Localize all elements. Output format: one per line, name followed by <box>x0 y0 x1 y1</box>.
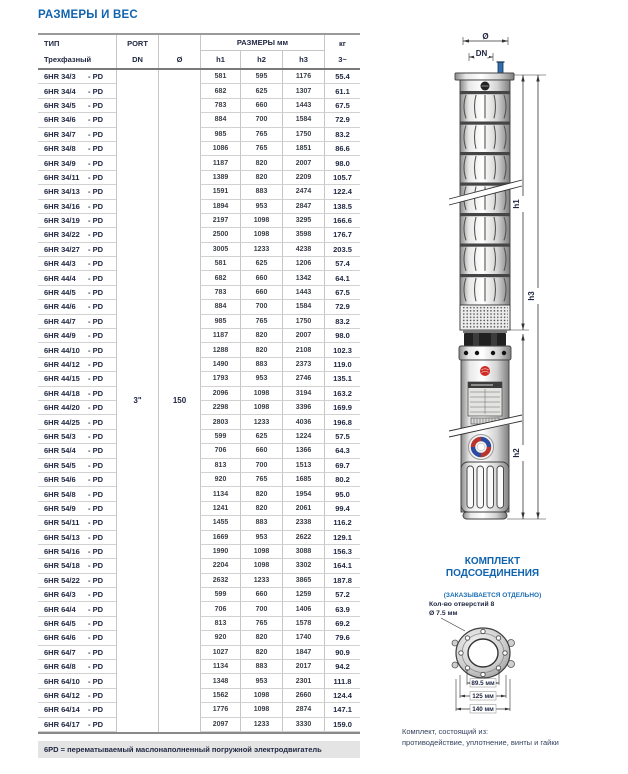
pump-drawing <box>415 28 575 526</box>
row-h2: 1233 <box>240 243 282 257</box>
table-body <box>38 70 360 734</box>
row-h3: 3302 <box>282 559 324 573</box>
row-kg: 67.5 <box>324 99 360 113</box>
row-type: 6HR 44/18 - PD <box>38 387 116 401</box>
row-h2: 820 <box>240 156 282 170</box>
row-type: 6HR 54/13 - PD <box>38 531 116 545</box>
row-h3: 1750 <box>282 128 324 142</box>
header-3phase-kg: 3~ <box>324 51 360 68</box>
row-h2: 820 <box>240 487 282 501</box>
row-h2: 765 <box>240 128 282 142</box>
row-h1: 1455 <box>200 516 240 530</box>
row-type: 6HR 64/17 - PD <box>38 718 116 732</box>
row-h1: 706 <box>200 444 240 458</box>
kit-title <box>415 556 570 580</box>
row-h3: 2474 <box>282 185 324 199</box>
row-h1: 1288 <box>200 343 240 357</box>
row-kg: 203.5 <box>324 243 360 257</box>
row-kg: 119.0 <box>324 358 360 372</box>
diameter-label: Ø <box>482 32 489 41</box>
row-h3: 2746 <box>282 372 324 386</box>
row-kg: 138.5 <box>324 200 360 214</box>
row-type: 6HR 54/9 - PD <box>38 502 116 516</box>
row-type: 6HR 54/22 - PD <box>38 574 116 588</box>
row-h2: 1233 <box>240 415 282 429</box>
row-h3: 1443 <box>282 286 324 300</box>
row-h2: 700 <box>240 113 282 127</box>
cable-guard <box>498 62 503 74</box>
h3-label: h3 <box>527 291 536 301</box>
row-h3: 2660 <box>282 689 324 703</box>
row-kg: 98.0 <box>324 329 360 343</box>
row-h1: 2632 <box>200 574 240 588</box>
row-type: 6HR 34/22 - PD <box>38 228 116 242</box>
port-dn-value: 3" <box>116 70 158 732</box>
row-h1: 2298 <box>200 401 240 415</box>
row-type: 6HR 34/5 - PD <box>38 99 116 113</box>
row-h2: 820 <box>240 329 282 343</box>
row-h1: 2097 <box>200 718 240 732</box>
row-type: 6HR 44/9 - PD <box>38 329 116 343</box>
kit-hole-diameter: Ø 7.5 мм <box>429 609 458 617</box>
row-h3: 1406 <box>282 602 324 616</box>
row-h1: 1562 <box>200 689 240 703</box>
row-h1: 1241 <box>200 502 240 516</box>
header-h2: h2 <box>240 51 282 68</box>
row-h1: 1187 <box>200 156 240 170</box>
row-kg: 61.1 <box>324 84 360 98</box>
row-h3: 2373 <box>282 358 324 372</box>
adapter-ring <box>463 330 507 333</box>
row-h3: 2847 <box>282 200 324 214</box>
row-h1: 1134 <box>200 487 240 501</box>
row-h2: 820 <box>240 171 282 185</box>
row-h3: 2061 <box>282 502 324 516</box>
header-diameter-spacer <box>158 35 200 51</box>
row-h1: 783 <box>200 286 240 300</box>
row-h3: 3088 <box>282 545 324 559</box>
header-dn: DN <box>116 51 158 68</box>
row-h3: 2007 <box>282 156 324 170</box>
row-h3: 3295 <box>282 214 324 228</box>
row-h2: 953 <box>240 674 282 688</box>
row-h2: 883 <box>240 358 282 372</box>
row-kg: 116.2 <box>324 516 360 530</box>
dim-outer-label: 140 мм <box>472 706 494 713</box>
row-h2: 1098 <box>240 545 282 559</box>
hole-leader-line <box>441 618 465 631</box>
row-kg: 63.9 <box>324 602 360 616</box>
row-h1: 1389 <box>200 171 240 185</box>
page-title: РАЗМЕРЫ И ВЕС <box>38 9 138 21</box>
row-type: 6HR 54/6 - PD <box>38 473 116 487</box>
row-type: 6HR 64/14 - PD <box>38 703 116 717</box>
row-h3: 1685 <box>282 473 324 487</box>
row-h1: 1086 <box>200 142 240 156</box>
row-kg: 79.6 <box>324 631 360 645</box>
row-h3: 3396 <box>282 401 324 415</box>
row-h2: 625 <box>240 430 282 444</box>
row-type: 6HR 34/27 - PD <box>38 243 116 257</box>
row-h3: 4036 <box>282 415 324 429</box>
row-kg: 90.9 <box>324 646 360 660</box>
row-kg: 124.4 <box>324 689 360 703</box>
row-type: 6HR 54/3 - PD <box>38 430 116 444</box>
motor-nameplate <box>468 382 502 416</box>
row-kg: 196.8 <box>324 415 360 429</box>
row-h1: 2803 <box>200 415 240 429</box>
row-h1: 581 <box>200 70 240 84</box>
row-h3: 2622 <box>282 531 324 545</box>
row-type: 6HR 44/20 - PD <box>38 401 116 415</box>
row-type: 6HR 54/18 - PD <box>38 559 116 573</box>
kit-title-line2: ПОДСОЕДИНЕНИЯ <box>445 568 540 579</box>
row-h1: 1669 <box>200 531 240 545</box>
row-h2: 820 <box>240 646 282 660</box>
row-h1: 3005 <box>200 243 240 257</box>
h2-label: h2 <box>512 448 521 458</box>
row-h2: 660 <box>240 286 282 300</box>
row-h1: 985 <box>200 128 240 142</box>
row-type: 6HR 64/10 - PD <box>38 674 116 688</box>
row-type: 6HR 44/12 - PD <box>38 358 116 372</box>
row-type: 6HR 34/11 - PD <box>38 171 116 185</box>
height-dimensions <box>507 75 546 519</box>
row-h2: 1098 <box>240 387 282 401</box>
row-h1: 1027 <box>200 646 240 660</box>
row-h1: 813 <box>200 617 240 631</box>
row-type: 6HR 54/5 - PD <box>38 459 116 473</box>
row-h3: 1259 <box>282 588 324 602</box>
flange-ring <box>452 628 515 678</box>
row-h3: 1584 <box>282 113 324 127</box>
row-h1: 985 <box>200 315 240 329</box>
row-h3: 1740 <box>282 631 324 645</box>
row-type: 6HR 34/4 - PD <box>38 84 116 98</box>
row-type: 6HR 64/4 - PD <box>38 602 116 616</box>
dim-middle-label: 125 мм <box>472 693 494 700</box>
row-kg: 64.3 <box>324 444 360 458</box>
row-h3: 1206 <box>282 257 324 271</box>
row-kg: 83.2 <box>324 315 360 329</box>
row-h2: 700 <box>240 459 282 473</box>
header-h3: h3 <box>282 51 324 68</box>
row-h2: 625 <box>240 257 282 271</box>
row-kg: 86.6 <box>324 142 360 156</box>
dimensions-table <box>38 33 360 734</box>
row-type: 6HR 44/3 - PD <box>38 257 116 271</box>
row-h1: 920 <box>200 473 240 487</box>
row-kg: 156.3 <box>324 545 360 559</box>
row-h3: 1307 <box>282 84 324 98</box>
row-h1: 682 <box>200 84 240 98</box>
row-type: 6HR 34/6 - PD <box>38 113 116 127</box>
row-h2: 765 <box>240 315 282 329</box>
row-kg: 57.2 <box>324 588 360 602</box>
row-h3: 1342 <box>282 271 324 285</box>
row-kg: 95.0 <box>324 487 360 501</box>
coupling <box>464 333 506 346</box>
row-h2: 595 <box>240 70 282 84</box>
row-h2: 820 <box>240 502 282 516</box>
row-kg: 64.1 <box>324 271 360 285</box>
header-diameter: Ø <box>158 51 200 68</box>
row-kg: 72.9 <box>324 113 360 127</box>
row-kg: 129.1 <box>324 531 360 545</box>
header-threephase: Трехфазный <box>44 55 92 64</box>
row-h1: 2204 <box>200 559 240 573</box>
dim-inner-label: 89.5 мм <box>471 680 495 687</box>
row-type: 6HR 44/5 - PD <box>38 286 116 300</box>
row-kg: 98.0 <box>324 156 360 170</box>
kit-note <box>402 726 559 748</box>
row-h3: 2301 <box>282 674 324 688</box>
row-h2: 660 <box>240 588 282 602</box>
row-h1: 2096 <box>200 387 240 401</box>
table-header <box>38 33 360 70</box>
discharge-flange <box>455 73 514 80</box>
row-h2: 820 <box>240 343 282 357</box>
row-h2: 883 <box>240 660 282 674</box>
row-kg: 164.1 <box>324 559 360 573</box>
row-kg: 176.7 <box>324 228 360 242</box>
row-h2: 660 <box>240 271 282 285</box>
row-h1: 813 <box>200 459 240 473</box>
row-type: 6HR 34/3 - PD <box>38 70 116 84</box>
row-h2: 1098 <box>240 228 282 242</box>
flange-drawing <box>425 617 560 719</box>
row-h1: 1591 <box>200 185 240 199</box>
row-h1: 1776 <box>200 703 240 717</box>
row-kg: 166.6 <box>324 214 360 228</box>
row-type: 6HR 54/16 - PD <box>38 545 116 559</box>
row-kg: 135.1 <box>324 372 360 386</box>
row-h1: 1990 <box>200 545 240 559</box>
row-kg: 80.2 <box>324 473 360 487</box>
row-type: 6HR 64/12 - PD <box>38 689 116 703</box>
row-h2: 953 <box>240 372 282 386</box>
row-h2: 1233 <box>240 718 282 732</box>
row-h3: 1366 <box>282 444 324 458</box>
kit-title-line1: КОМПЛЕКТ <box>464 556 521 567</box>
row-type: 6HR 34/13 - PD <box>38 185 116 199</box>
row-h3: 1224 <box>282 430 324 444</box>
row-h3: 3330 <box>282 718 324 732</box>
kit-holes-count: Кол-во отверстий 8 <box>429 601 495 608</box>
row-type: 6HR 44/25 - PD <box>38 415 116 429</box>
row-h3: 2017 <box>282 660 324 674</box>
row-h3: 1584 <box>282 300 324 314</box>
row-h2: 1098 <box>240 703 282 717</box>
row-kg: 57.5 <box>324 430 360 444</box>
row-kg: 122.4 <box>324 185 360 199</box>
row-type: 6HR 34/16 - PD <box>38 200 116 214</box>
row-h3: 3598 <box>282 228 324 242</box>
row-h1: 884 <box>200 113 240 127</box>
row-kg: 57.4 <box>324 257 360 271</box>
row-h2: 765 <box>240 617 282 631</box>
row-h1: 884 <box>200 300 240 314</box>
row-h2: 820 <box>240 631 282 645</box>
row-kg: 83.2 <box>324 128 360 142</box>
row-type: 6HR 64/7 - PD <box>38 646 116 660</box>
row-type: 6HR 64/8 - PD <box>38 660 116 674</box>
row-h2: 1098 <box>240 401 282 415</box>
row-kg: 72.9 <box>324 300 360 314</box>
row-h1: 706 <box>200 602 240 616</box>
kit-note-line2: противодействие, уплотнение, винты и гайки <box>402 738 559 747</box>
row-kg: 67.5 <box>324 286 360 300</box>
row-h3: 1513 <box>282 459 324 473</box>
row-h2: 660 <box>240 99 282 113</box>
row-h3: 2209 <box>282 171 324 185</box>
row-h3: 1176 <box>282 70 324 84</box>
row-h1: 599 <box>200 430 240 444</box>
row-type: 6HR 34/8 - PD <box>38 142 116 156</box>
diameter-dimension <box>463 32 508 45</box>
kit-subtitle: (ЗАКАЗЫВАЕТСЯ ОТДЕЛЬНО) <box>443 592 542 599</box>
row-h3: 1954 <box>282 487 324 501</box>
row-h1: 2500 <box>200 228 240 242</box>
row-type: 6HR 44/10 - PD <box>38 343 116 357</box>
row-h3: 1578 <box>282 617 324 631</box>
row-h2: 1098 <box>240 689 282 703</box>
row-h2: 883 <box>240 185 282 199</box>
dn-label: DN <box>475 49 488 58</box>
row-type: 6HR 44/6 - PD <box>38 300 116 314</box>
kit-note-line1: Комплект, состоящий из: <box>402 727 489 736</box>
row-h1: 599 <box>200 588 240 602</box>
motor-bottom-cap <box>463 512 507 519</box>
row-kg: 187.8 <box>324 574 360 588</box>
row-h2: 953 <box>240 531 282 545</box>
row-type: 6HR 54/11 - PD <box>38 516 116 530</box>
row-h3: 1443 <box>282 99 324 113</box>
row-type: 6HR 34/19 - PD <box>38 214 116 228</box>
row-kg: 105.7 <box>324 171 360 185</box>
row-type: 6HR 44/15 - PD <box>38 372 116 386</box>
row-type: 6HR 54/8 - PD <box>38 487 116 501</box>
row-h1: 1793 <box>200 372 240 386</box>
row-h1: 2197 <box>200 214 240 228</box>
row-h1: 1348 <box>200 674 240 688</box>
row-kg: 99.4 <box>324 502 360 516</box>
row-h1: 920 <box>200 631 240 645</box>
row-h2: 883 <box>240 516 282 530</box>
header-type: ТИП <box>44 38 60 48</box>
row-h1: 581 <box>200 257 240 271</box>
quality-emblem <box>469 435 494 460</box>
row-h3: 2338 <box>282 516 324 530</box>
row-h1: 1894 <box>200 200 240 214</box>
row-h2: 765 <box>240 473 282 487</box>
row-type: 6HR 64/6 - PD <box>38 631 116 645</box>
row-h3: 2007 <box>282 329 324 343</box>
dn-dimension <box>469 49 493 61</box>
row-kg: 69.7 <box>324 459 360 473</box>
row-kg: 102.3 <box>324 343 360 357</box>
row-h3: 2108 <box>282 343 324 357</box>
row-h3: 1847 <box>282 646 324 660</box>
row-h2: 1233 <box>240 574 282 588</box>
row-kg: 147.1 <box>324 703 360 717</box>
row-h2: 1098 <box>240 559 282 573</box>
header-kg: кг <box>324 35 360 51</box>
row-kg: 69.2 <box>324 617 360 631</box>
row-type: 6HR 34/7 - PD <box>38 128 116 142</box>
row-h2: 700 <box>240 602 282 616</box>
row-h2: 1098 <box>240 214 282 228</box>
row-h1: 682 <box>200 271 240 285</box>
row-h3: 4238 <box>282 243 324 257</box>
row-kg: 111.8 <box>324 674 360 688</box>
row-h3: 1851 <box>282 142 324 156</box>
row-type: 6HR 34/9 - PD <box>38 156 116 170</box>
row-h2: 625 <box>240 84 282 98</box>
row-h1: 783 <box>200 99 240 113</box>
row-kg: 163.2 <box>324 387 360 401</box>
row-h1: 1134 <box>200 660 240 674</box>
row-kg: 169.9 <box>324 401 360 415</box>
row-h1: 1490 <box>200 358 240 372</box>
row-kg: 159.0 <box>324 718 360 732</box>
row-type: 6HR 64/5 - PD <box>38 617 116 631</box>
header-port: PORT <box>116 35 158 51</box>
row-h2: 700 <box>240 300 282 314</box>
header-dimensions-group: РАЗМЕРЫ мм <box>200 35 324 51</box>
row-h3: 2874 <box>282 703 324 717</box>
row-h3: 1750 <box>282 315 324 329</box>
row-kg: 55.4 <box>324 70 360 84</box>
row-type: 6HR 54/4 - PD <box>38 444 116 458</box>
row-type: 6HR 44/7 - PD <box>38 315 116 329</box>
row-h2: 660 <box>240 444 282 458</box>
header-h1: h1 <box>200 51 240 68</box>
row-h2: 765 <box>240 142 282 156</box>
row-h1: 1187 <box>200 329 240 343</box>
row-h2: 953 <box>240 200 282 214</box>
h1-label: h1 <box>512 199 521 209</box>
table-footnote: 6PD = перематываемый маслонаполненный погружной электродвигатель <box>38 741 360 758</box>
row-h3: 3865 <box>282 574 324 588</box>
row-kg: 94.2 <box>324 660 360 674</box>
row-type: 6HR 64/3 - PD <box>38 588 116 602</box>
kit-holes-callout <box>429 601 494 618</box>
row-type: 6HR 44/4 - PD <box>38 271 116 285</box>
diameter-value: 150 <box>158 70 200 732</box>
row-h3: 3194 <box>282 387 324 401</box>
